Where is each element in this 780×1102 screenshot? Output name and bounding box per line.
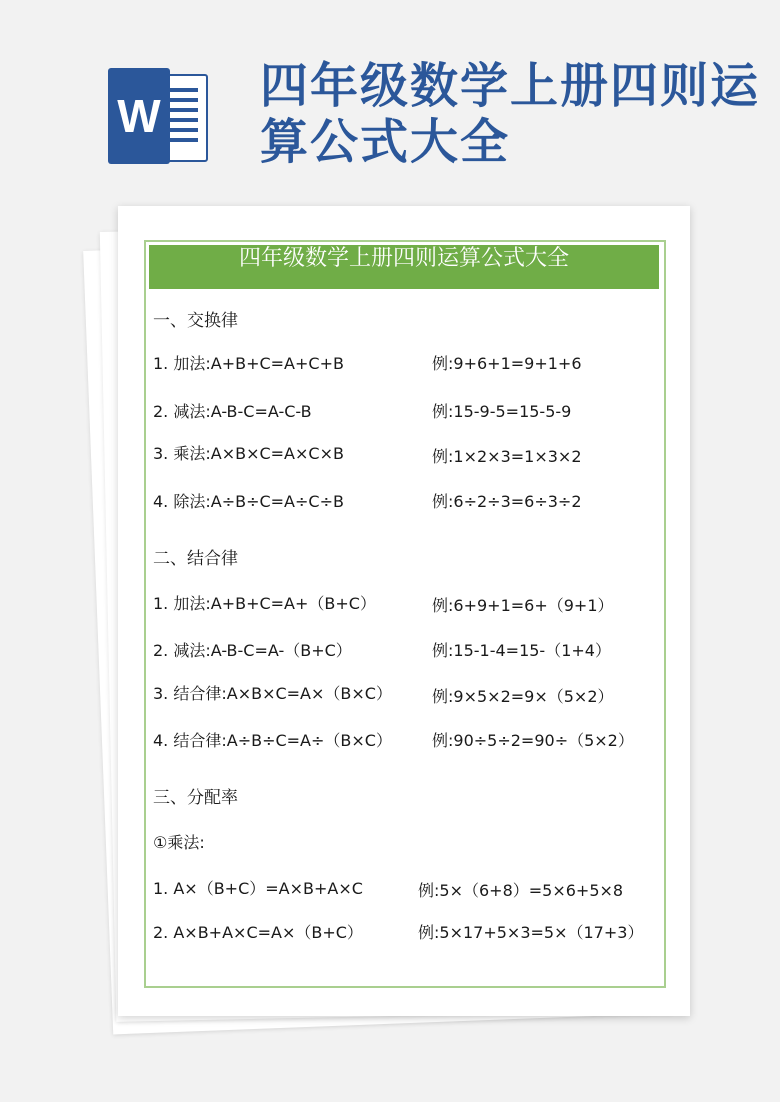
example-text: 例:5×17+5×3=5×（17+3） bbox=[418, 923, 644, 942]
example-text: 例:9×5×2=9×（5×2） bbox=[432, 687, 614, 706]
section-heading: 二、结合律 bbox=[153, 549, 238, 569]
word-letter-badge: W bbox=[108, 68, 170, 164]
formula-text: 1. 加法:A+B+C=A+（B+C） bbox=[153, 594, 376, 613]
word-document-icon bbox=[108, 68, 206, 164]
formula-text: 1. A×（B+C）=A×B+A×C bbox=[153, 879, 363, 898]
formula-text: 2. 减法:A-B-C=A-C-B bbox=[153, 402, 312, 421]
page-title: 四年级数学上册四则运算公式大全 bbox=[260, 58, 761, 170]
example-text: 例:6+9+1=6+（9+1） bbox=[432, 596, 614, 615]
example-text: 例:6÷2÷3=6÷3÷2 bbox=[432, 492, 582, 511]
example-text: 例:9+6+1=9+1+6 bbox=[432, 354, 582, 373]
example-text: 例:5×（6+8）=5×6+5×8 bbox=[418, 881, 624, 900]
section-heading: 三、分配率 bbox=[153, 788, 238, 808]
formula-text: 4. 除法:A÷B÷C=A÷C÷B bbox=[153, 492, 344, 511]
document-banner-title: 四年级数学上册四则运算公式大全 bbox=[149, 245, 659, 289]
formula-text: 4. 结合律:A÷B÷C=A÷（B×C） bbox=[153, 731, 392, 750]
section-heading: 一、交换律 bbox=[153, 311, 238, 331]
subsection-heading: ①乘法: bbox=[153, 833, 205, 852]
example-text: 例:1×2×3=1×3×2 bbox=[432, 447, 582, 466]
formula-text: 2. 减法:A-B-C=A-（B+C） bbox=[153, 641, 352, 660]
document-page bbox=[118, 206, 690, 1016]
formula-text: 3. 结合律:A×B×C=A×（B×C） bbox=[153, 684, 392, 703]
formula-text: 2. A×B+A×C=A×（B+C） bbox=[153, 923, 363, 942]
formula-text: 1. 加法:A+B+C=A+C+B bbox=[153, 354, 344, 373]
example-text: 例:90÷5÷2=90÷（5×2） bbox=[432, 731, 634, 750]
example-text: 例:15-1-4=15-（1+4） bbox=[432, 641, 611, 660]
example-text: 例:15-9-5=15-5-9 bbox=[432, 402, 572, 421]
formula-text: 3. 乘法:A×B×C=A×C×B bbox=[153, 444, 344, 463]
